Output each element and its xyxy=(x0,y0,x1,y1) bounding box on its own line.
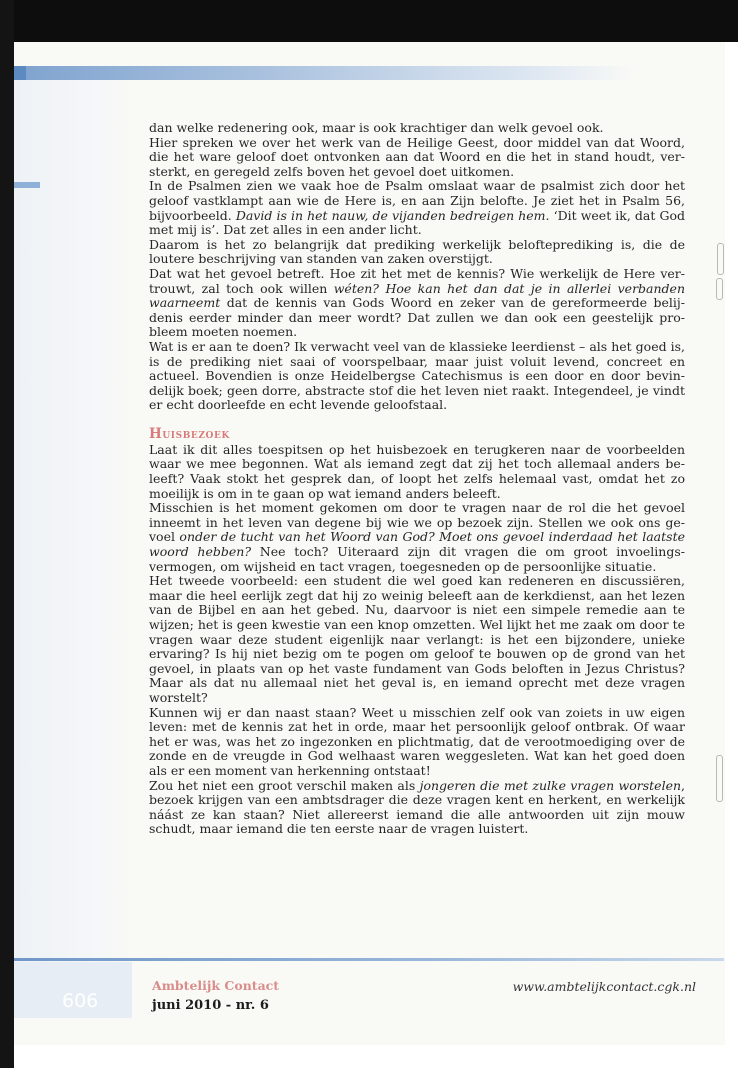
paragraph xyxy=(149,443,685,501)
text-run: Wat is er aan te doen? Ik verwacht veel van de klassieke leerdienst – als het goed is, is de prediking niet saai of voorspelbaar, maar juist voluit levend, concreet en actueel. Bovendien is onze Heidelbergse Catechismus is een door en door bevindelijk boek; geen dorre, abstracte stof die het leven niet raakt. Integendeel, je vindt er echt doorleefde en echt levende geloofstaal. xyxy=(149,338,685,413)
text-run: Nee toch? Uiteraard zijn dit vragen die om groot invoelingsvermogen, om wijsheid en tact vragen, toegesneden op de persoonlijke situatie. xyxy=(149,544,685,574)
text-run: Dat wat het gevoel betreft. Hoe zit het met de kennis? Wie werkelijk de Here vertrouwt, zal toch ook willen xyxy=(149,265,685,296)
section-heading: Huisbezoek xyxy=(149,425,230,442)
italic-text: Hoe kan het dan dat je in allerlei verbanden waarneemt xyxy=(149,280,685,311)
paragraph xyxy=(149,574,685,705)
header-tab-marker xyxy=(14,66,26,80)
binder-clip xyxy=(716,755,723,802)
margin-tint xyxy=(14,72,132,1018)
text-run: Laat ik dit alles toespitsen op het huisbezoek en terugkeren naar de voorbeelden waar we mee begonnen. Wat als iemand zegt dat zij het toch allemaal anders beleeft? Vaak stokt het gesprek dan, of loopt het zelfs helemaal vast, omdat het zo moeilijk is om in te gaan op wat iemand anders beleeft. xyxy=(149,441,685,501)
scan-left-border xyxy=(0,0,14,1068)
text-run: Hier spreken we over het werk van de Heilige Geest, door middel van dat Woord, die het ware geloof doet ontvonken aan dat Woord en die het in stand houdt, versterkt, en geregeld zelfs boven het gevoel doet uitkomen. xyxy=(149,134,685,179)
side-margin-marker xyxy=(14,182,40,188)
italic-text: David is in het nauw, de vijanden bedreigen hem. xyxy=(235,207,550,223)
footer-rule xyxy=(14,958,724,961)
header-color-band xyxy=(14,66,632,80)
magazine-name: Ambtelijk Contact xyxy=(152,978,280,993)
page-number: 606 xyxy=(62,990,99,1012)
text-run: dan welke redenering ook, maar is ook krachtiger dan welk gevoel ook. xyxy=(149,120,604,135)
paragraphs-after-heading xyxy=(149,443,685,837)
text-run: Daarom is het zo belangrijk dat prediking werkelijk belofteprediking is, die de loutere beschrijving van standen van zaken overstijgt. xyxy=(149,236,685,267)
italic-text: wéten? xyxy=(333,280,380,296)
text-run: Kunnen wij er dan naast staan? Weet u misschien zelf ook van zoiets in uw eigen leven: met de kennis zat het in orde, maar het persoonlijk geloof ontbrak. Of waar het er was, was het zo ingezonken en plichtmatig, dat de verootmoediging over de zonde en de vreugde in God welhaast waren weggesleten. Wat kan het goed doen als er een moment van herkenning ontstaat! xyxy=(149,704,685,778)
paragraph xyxy=(149,238,685,267)
text-run: ‘Dit weet ik, dat God met mij is’. Dat zet alles in een ander licht. xyxy=(149,207,686,238)
text-run: In de Psalmen zien we vaak hoe de Psalm omslaat waar de psalmist zich door het geloof vastklampt aan wie de Here is, en aan Zijn belofte. Je ziet het in Psalm 56, bijvoorbeeld. xyxy=(149,178,685,223)
paragraph xyxy=(149,706,685,779)
paragraphs-before-heading xyxy=(149,121,685,413)
paragraph xyxy=(149,340,685,413)
binder-clip xyxy=(717,243,724,275)
text-run: Zou het niet een groot verschil maken als xyxy=(149,777,420,793)
text-run: Misschien is het moment gekomen om door te vragen naar de rol die het gevoel inneemt in het leven van degene bij wie we op bezoek zijn. Stellen we ook ons gevoel xyxy=(149,500,685,545)
article-body xyxy=(149,121,685,837)
paragraph xyxy=(149,267,685,340)
italic-text: jongeren die met zulke vragen worstelen xyxy=(419,777,682,793)
website-link[interactable]: www.ambtelijkcontact.cgk.nl xyxy=(512,979,696,994)
paragraph xyxy=(149,136,685,180)
paragraph xyxy=(149,779,685,837)
text-run: Het tweede voorbeeld: een student die wel goed kan redeneren en discussiëren, maar die heel eerlijk zegt dat hij zo weinig beleeft aan de kerkdienst, aan het lezen van de Bijbel en aan het gebed. Nu, daarvoor is niet een simpele remedie aan te wijzen; het is geen kwestie van een knop omzetten. Wel lijkt het me zaak om door te vragen waar deze student eigenlijk naar verlangt: is het een bijzondere, unieke ervaring? Is hij niet bezig om te pogen om geloof te bouwen op de grond van het gevoel, in plaats van op het vaste fundament van Gods beloften in Jezus Christus? Maar als dat nu allemaal niet het geval is, en iemand oprecht met deze vragen worstelt? xyxy=(149,573,685,705)
text-run: dat de kennis van Gods Woord en zeker van de gereformeerde belijdenis eerder minder dan meer wordt? Dat zullen we dan ook een geestelijk probleem moeten noemen. xyxy=(149,295,685,340)
text-run: , bezoek krijgen van een ambtsdrager die deze vragen kent en herkent, en werkelijk náást ze kan staan? Niet allereerst iemand die alle antwoorden uit zijn mouw schudt, maar iemand die ten eerste naar de vragen luistert. xyxy=(149,777,685,837)
paragraph xyxy=(149,501,685,574)
italic-text: onder de tucht van het Woord van God? Moet ons gevoel inderdaad het laatste woord hebben? xyxy=(149,529,685,560)
paragraph xyxy=(149,121,685,136)
scan-top-border xyxy=(0,0,738,42)
binder-clip xyxy=(716,278,723,300)
issue-label: juni 2010 - nr. 6 xyxy=(152,998,269,1013)
paragraph xyxy=(149,179,685,237)
